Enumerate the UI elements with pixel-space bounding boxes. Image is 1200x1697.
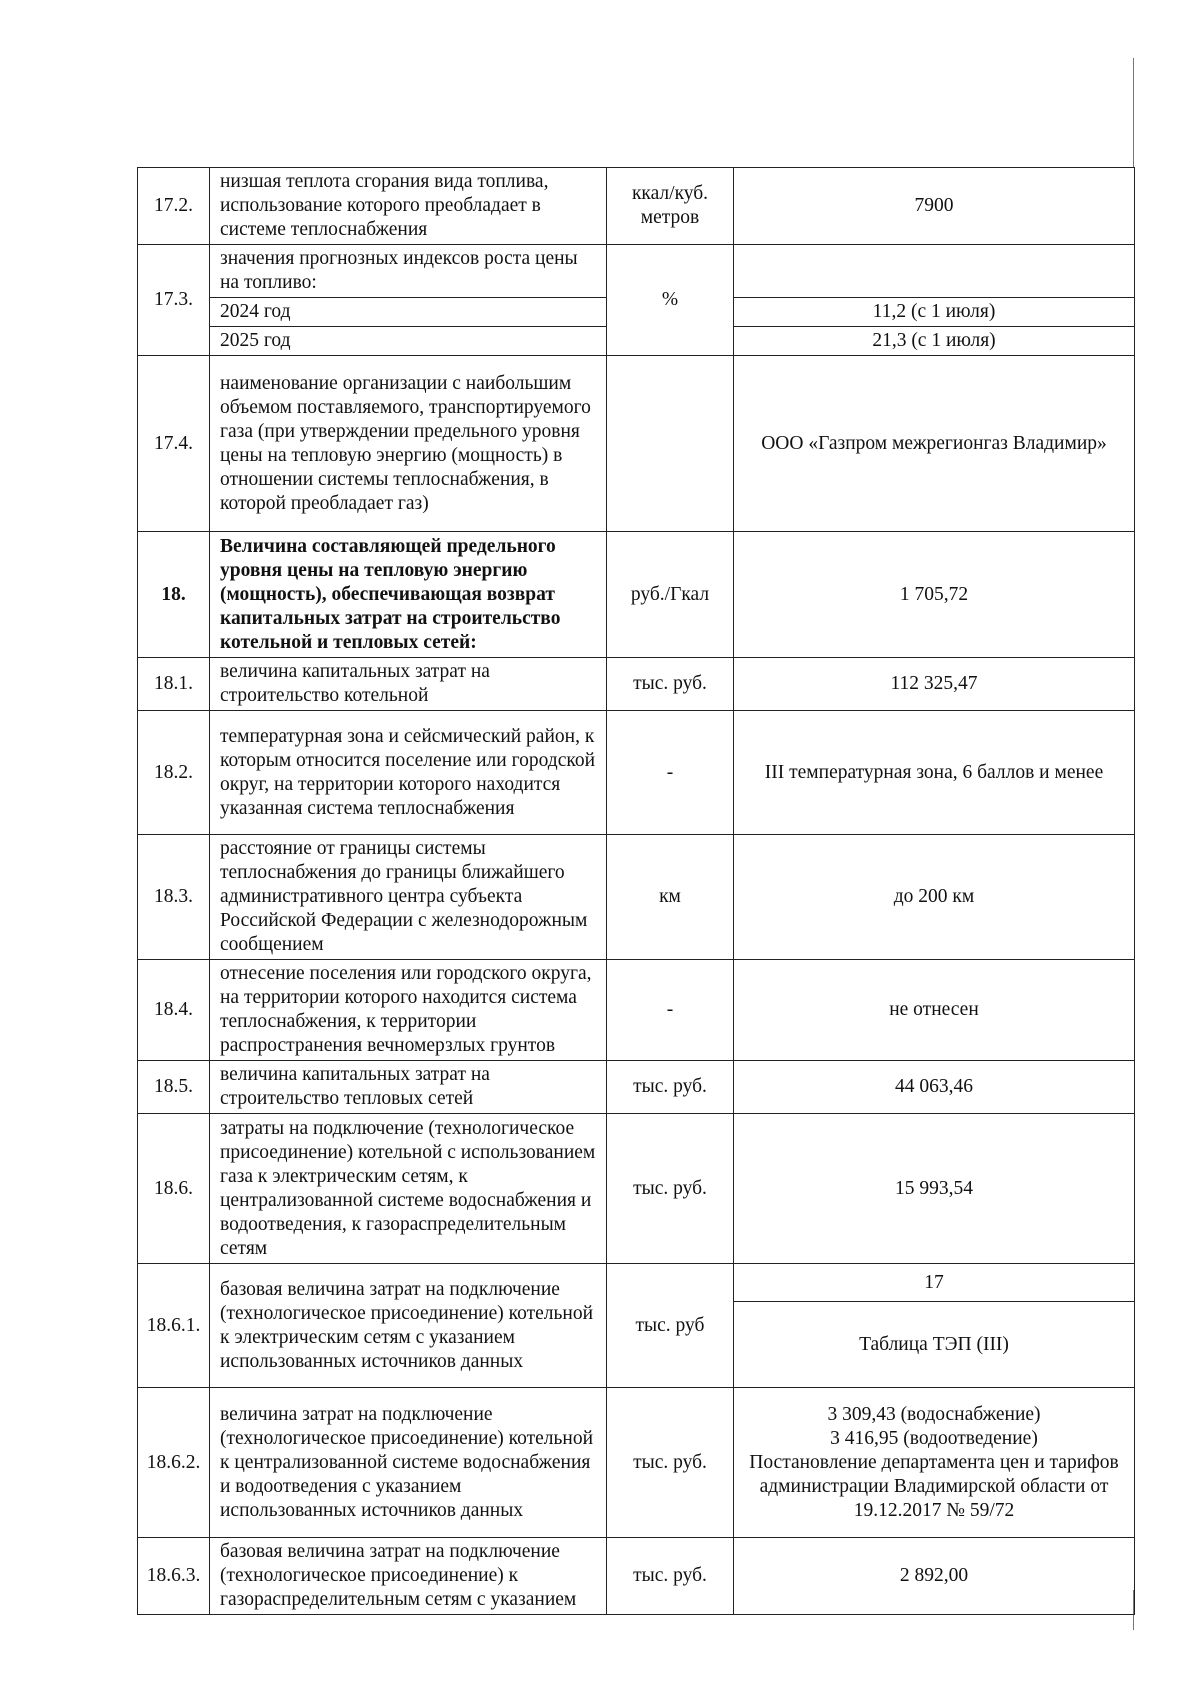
table-row-17-2 bbox=[138, 168, 1135, 245]
table-row-18-1 bbox=[138, 658, 1135, 711]
row-unit: тыс. руб. bbox=[607, 1388, 734, 1538]
row-description: базовая величина затрат на подключение (технологическое присоединение) к газораспределительным сетям с указанием bbox=[210, 1538, 607, 1615]
row-value bbox=[734, 1388, 1135, 1538]
parameters-table bbox=[137, 167, 1135, 1615]
forecast-year: 2025 год bbox=[210, 327, 607, 356]
table-row-18-2 bbox=[138, 711, 1135, 835]
row-unit bbox=[607, 356, 734, 532]
row-number: 18.3. bbox=[138, 835, 210, 960]
row-unit: тыс. руб. bbox=[607, 1061, 734, 1114]
row-unit: тыс. руб. bbox=[607, 1538, 734, 1615]
row-value: 112 325,47 bbox=[734, 658, 1135, 711]
forecast-value: 21,3 (с 1 июля) bbox=[734, 327, 1135, 356]
row-description: температурная зона и сейсмический район, к которым относится поселение или городской округ, на территории которого находится указанная система теплоснабжения bbox=[210, 711, 607, 835]
table-row-18-6 bbox=[138, 1114, 1135, 1264]
row-unit: ккал/куб. метров bbox=[607, 168, 734, 245]
value-line-water-supply: 3 309,43 (водоснабжение) bbox=[827, 1403, 1041, 1425]
row-number: 18.6. bbox=[138, 1114, 210, 1264]
row-number: 18.5. bbox=[138, 1061, 210, 1114]
row-description: значения прогнозных индексов роста цены на топливо: bbox=[210, 245, 607, 298]
table-row-18-6-2 bbox=[138, 1388, 1135, 1538]
row-value: 15 993,54 bbox=[734, 1114, 1135, 1264]
table-row-17-4 bbox=[138, 356, 1135, 532]
row-value: 1 705,72 bbox=[734, 532, 1135, 658]
table-row-18-6-3 bbox=[138, 1538, 1135, 1615]
row-unit: руб./Гкал bbox=[607, 532, 734, 658]
row-unit: - bbox=[607, 711, 734, 835]
row-value bbox=[734, 245, 1135, 298]
row-description: затраты на подключение (технологическое присоединение) котельной с использованием газа к электрическим сетям, к централизованной системе водоснабжения и водоотведения, к газораспределительным сетям bbox=[210, 1114, 607, 1264]
row-value: 2 892,00 bbox=[734, 1538, 1135, 1615]
row-unit: тыс. руб. bbox=[607, 658, 734, 711]
row-description: наименование организации с наибольшим объемом поставляемого, транспортируемого газа (при утверждении предельного уровня цены на тепловую энергию (мощность) в отношении системы теплоснабжения, в которой преобладает газ) bbox=[210, 356, 607, 532]
row-description: низшая теплота сгорания вида топлива, использование которого преобладает в системе теплоснабжения bbox=[210, 168, 607, 245]
row-number: 18.6.3. bbox=[138, 1538, 210, 1615]
row-unit: - bbox=[607, 960, 734, 1061]
table-row-17-3 bbox=[138, 245, 1135, 298]
table-row-18-6-1 bbox=[138, 1264, 1135, 1302]
row-description: величина капитальных затрат на строительство тепловых сетей bbox=[210, 1061, 607, 1114]
row-description: базовая величина затрат на подключение (технологическое присоединение) котельной к электрическим сетям с указанием использованных источников данных bbox=[210, 1264, 607, 1388]
row-value-source: Таблица ТЭП (III) bbox=[734, 1302, 1135, 1388]
table-row-18 bbox=[138, 532, 1135, 658]
table-row-18-5 bbox=[138, 1061, 1135, 1114]
row-number: 18.4. bbox=[138, 960, 210, 1061]
row-number: 18.2. bbox=[138, 711, 210, 835]
row-value-top: 17 bbox=[734, 1264, 1135, 1302]
row-description: величина капитальных затрат на строительство котельной bbox=[210, 658, 607, 711]
row-value: не отнесен bbox=[734, 960, 1135, 1061]
row-value: до 200 км bbox=[734, 835, 1135, 960]
row-description: Величина составляющей предельного уровня цены на тепловую энергию (мощность), обеспечивающая возврат капитальных затрат на строительство котельной и тепловых сетей: bbox=[210, 532, 607, 658]
row-number: 18.6.1. bbox=[138, 1264, 210, 1388]
forecast-year: 2024 год bbox=[210, 298, 607, 327]
page-edge-line bbox=[1133, 58, 1134, 168]
row-number: 17.4. bbox=[138, 356, 210, 532]
row-unit: км bbox=[607, 835, 734, 960]
row-value: III температурная зона, 6 баллов и менее bbox=[734, 711, 1135, 835]
row-number: 18.1. bbox=[138, 658, 210, 711]
row-number: 18.6.2. bbox=[138, 1388, 210, 1538]
row-value: ООО «Газпром межрегионгаз Владимир» bbox=[734, 356, 1135, 532]
row-number: 17.3. bbox=[138, 245, 210, 356]
row-value: 7900 bbox=[734, 168, 1135, 245]
value-line-water-disposal: 3 416,95 (водоотведение) bbox=[830, 1427, 1038, 1449]
value-line-source: Постановление департамента цен и тарифов администрации Владимирской области от 19.12.2017 № 59/72 bbox=[749, 1451, 1119, 1521]
row-description: расстояние от границы системы теплоснабжения до границы ближайшего административного центра субъекта Российской Федерации с железнодорожным сообщением bbox=[210, 835, 607, 960]
row-description: отнесение поселения или городского округа, на территории которого находится система теплоснабжения, к территории распространения вечномерзлых грунтов bbox=[210, 960, 607, 1061]
row-value: 44 063,46 bbox=[734, 1061, 1135, 1114]
row-unit: тыс. руб. bbox=[607, 1114, 734, 1264]
forecast-value: 11,2 (с 1 июля) bbox=[734, 298, 1135, 327]
row-number: 17.2. bbox=[138, 168, 210, 245]
row-number: 18. bbox=[138, 532, 210, 658]
table-row-18-4 bbox=[138, 960, 1135, 1061]
row-unit: тыс. руб bbox=[607, 1264, 734, 1388]
table-row-18-3 bbox=[138, 835, 1135, 960]
row-description: величина затрат на подключение (технологическое присоединение) котельной к централизованной системе водоснабжения и водоотведения с указанием использованных источников данных bbox=[210, 1388, 607, 1538]
row-unit: % bbox=[607, 245, 734, 356]
